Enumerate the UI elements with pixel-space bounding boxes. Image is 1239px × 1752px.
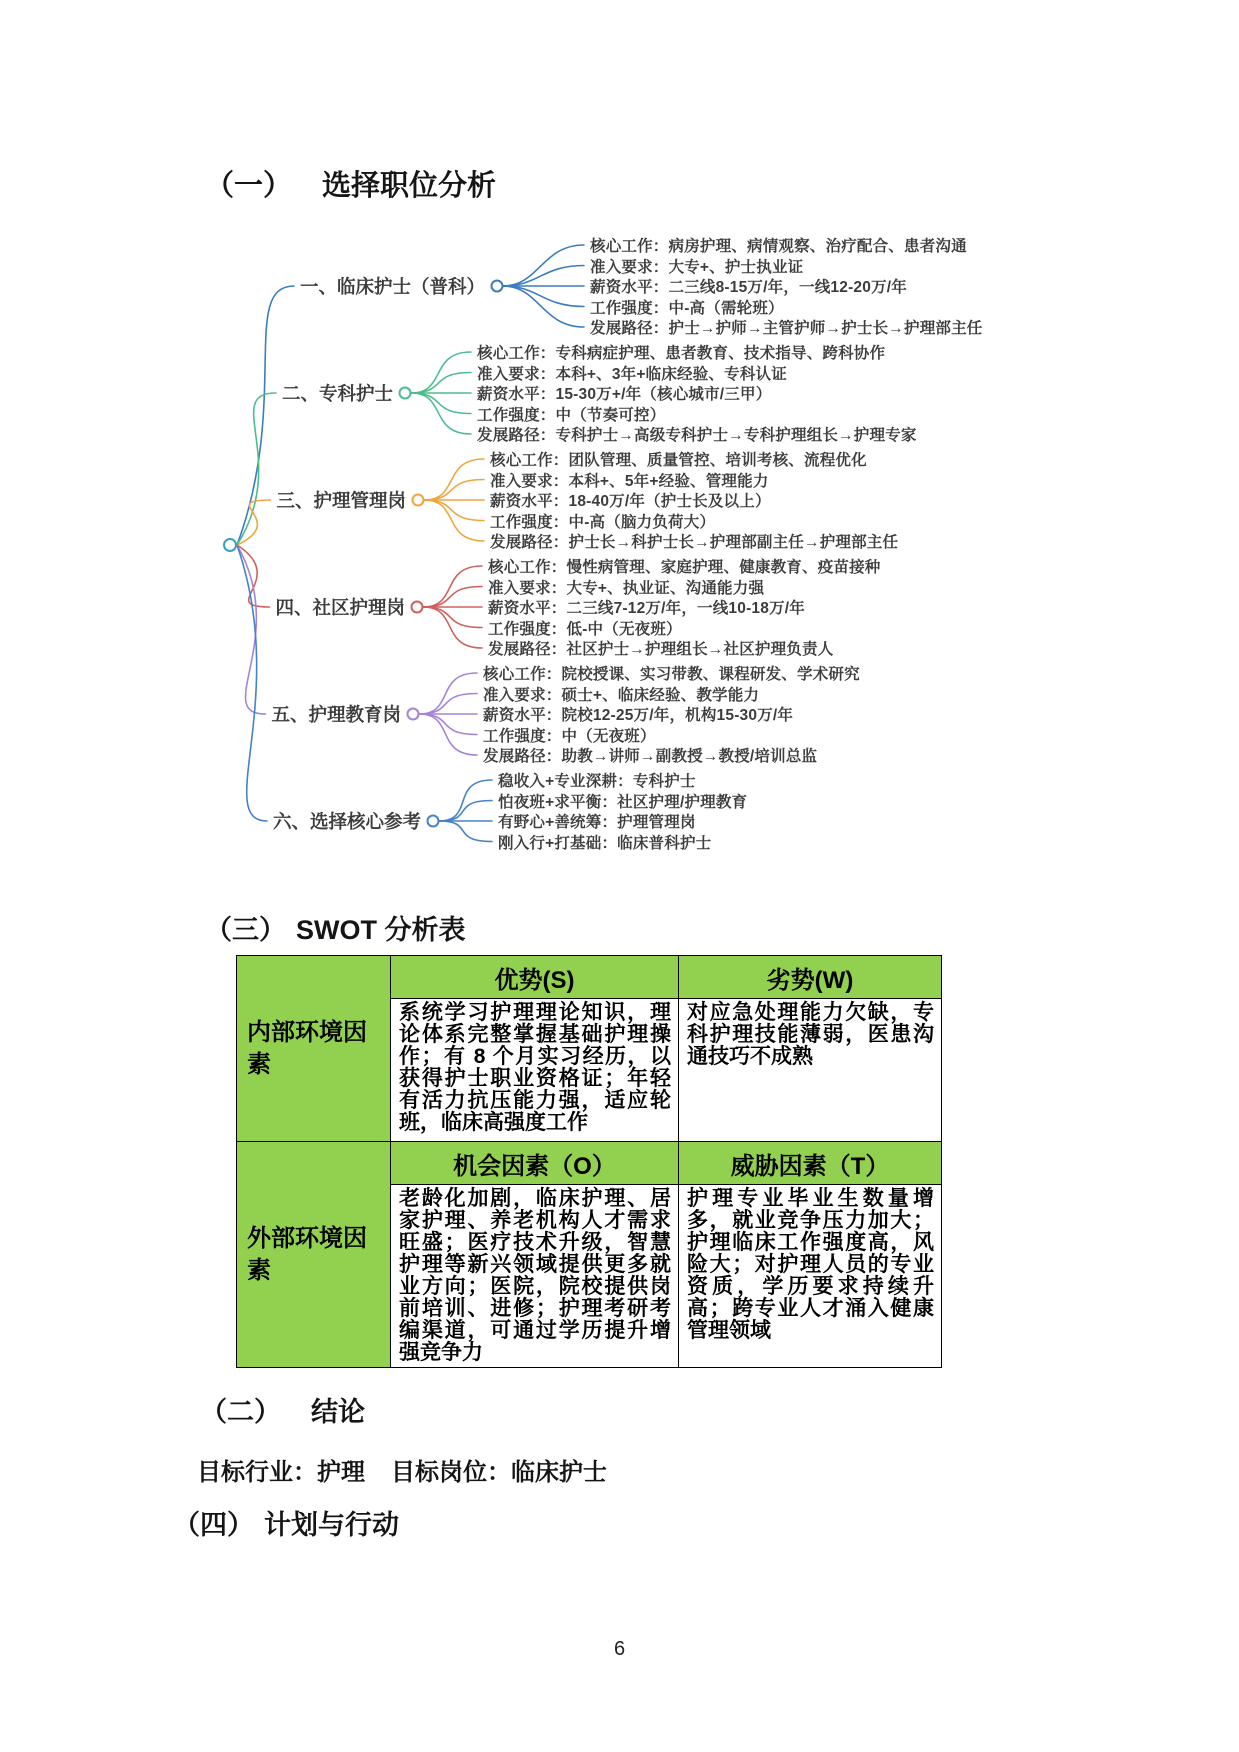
mindmap-curve — [503, 266, 584, 287]
section-heading-3 — [205, 908, 466, 947]
swot-cell-threats: 护理专业毕业生数量增多，就业竞争压力加大；护理临床工作强度高，风险大；对护理人员的专业资质，学历要求持续升高；跨专业人才涌入健康管理领域 — [679, 1185, 942, 1368]
mindmap-leaf-item: 发展路径：助教→讲师→副教授→教授/培训总监 — [483, 748, 818, 765]
page-number: 6 — [613, 1638, 626, 1660]
mindmap-leaf-item: 核心工作：慢性病管理、家庭护理、健康教育、疫苗接种 — [488, 559, 881, 576]
mindmap-branch-node — [413, 495, 424, 506]
mindmap-leaf-item: 准入要求：硕士+、临床经验、教学能力 — [483, 686, 760, 704]
mindmap-branch-label: 三、护理管理岗 — [276, 490, 406, 511]
section-1-title: 选择职位分析 — [322, 170, 497, 202]
mindmap-curve — [419, 714, 477, 735]
mindmap-leaf-item: 准入要求：本科+、3年+临床经验、专科认证 — [477, 365, 787, 383]
section-2-title: 结论 — [311, 1397, 365, 1427]
mindmap-branch-node — [400, 388, 411, 399]
mindmap-leaf-item: 准入要求：本科+、5年+经验、管理能力 — [490, 472, 769, 490]
mindmap-branch-label: 二、专科护士 — [281, 383, 393, 404]
mindmap-leaf-item: 薪资水平：18-40万/年（护士长及以上） — [490, 493, 771, 510]
mindmap-curve — [424, 480, 484, 501]
section-1-label: （一） — [205, 170, 293, 202]
section-4-label: （四） — [173, 1510, 254, 1540]
target-position: 目标岗位：临床护士 — [391, 1459, 607, 1486]
mindmap-leaf-item: 准入要求：大专+、护士执业证 — [590, 258, 804, 276]
section-3-title: SWOT 分析表 — [296, 915, 466, 945]
mindmap-branch-label: 一、临床护士（普科） — [299, 276, 485, 297]
swot-cell-opportunities: 老龄化加剧，临床护理、居家护理、养老机构人才需求旺盛；医疗技术升级，智慧护理等新兴领域提供更多就业方向；医院，院校提供岗前培训、进修；护理考研考编渠道，可通过学历提升增强竞争力 — [391, 1185, 679, 1368]
mindmap-curve — [419, 694, 477, 715]
swot-cell-strengths: 系统学习护理理论知识，理论体系完整掌握基础护理操作；有 8 个月实习经历，以获得护士职业资格证；年轻有活力抗压能力强，适应轮班，临床高强度工作 — [391, 999, 679, 1142]
mindmap-curve — [411, 393, 471, 414]
mindmap-curve — [423, 587, 482, 608]
swot-header-opportunities: 机会因素（O） — [391, 1142, 679, 1185]
mindmap-branch-label: 六、选择核心参考 — [272, 811, 421, 832]
mindmap-leaf-item: 稳收入+专业深耕：专科护士 — [498, 773, 696, 790]
mindmap-leaf-item: 工作强度：低-中（无夜班） — [488, 620, 682, 638]
target-industry: 目标行业：护理 — [197, 1459, 365, 1486]
mindmap-curve — [237, 545, 267, 821]
mindmap-leaf-item: 发展路径：护士长→科护士长→护理部副主任→护理部主任 — [490, 534, 899, 551]
swot-header-weaknesses: 劣势(W) — [679, 956, 942, 999]
swot-header-threats: 威胁因素（T） — [679, 1142, 942, 1185]
swot-table — [236, 955, 942, 1368]
mindmap-branch-label: 四、社区护理岗 — [275, 597, 405, 618]
section-heading-4 — [173, 1503, 399, 1542]
conclusion-line — [197, 1452, 607, 1487]
mindmap-leaf-item: 发展路径：护士→护师→主管护师→护士长→护理部主任 — [590, 320, 983, 337]
mindmap-leaf-item: 刚入行+打基础：临床普科护士 — [498, 834, 712, 852]
section-heading-2 — [200, 1390, 365, 1429]
mindmap-leaf-item: 核心工作：病房护理、病情观察、治疗配合、患者沟通 — [590, 238, 967, 255]
mindmap-branch-node — [408, 709, 419, 720]
mindmap-leaf-item: 工作强度：中-高（脑力负荷大） — [490, 513, 716, 531]
mindmap-leaf-item: 薪资水平：二三线8-15万/年，一线12-20万/年 — [590, 279, 907, 296]
mindmap-leaf-item: 工作强度：中（节奏可控） — [477, 406, 666, 424]
mindmap-leaf-item: 核心工作：团队管理、质量管控、培训考核、流程优化 — [490, 452, 867, 469]
mindmap-leaf-item: 发展路径：社区护士→护理组长→社区护理负责人 — [488, 641, 834, 658]
mindmap-leaf-item: 怕夜班+求平衡：社区护理/护理教育 — [498, 793, 748, 811]
mindmap-leaf-item: 薪资水平：15-30万+/年（核心城市/三甲） — [477, 386, 772, 403]
mindmap-curve — [439, 801, 492, 822]
mindmap-root-node — [224, 539, 236, 551]
mindmap-leaf-item: 核心工作：专科病症护理、患者教育、技术指导、跨科协作 — [477, 345, 886, 362]
mindmap-branch-label: 五、护理教育岗 — [271, 704, 401, 725]
mindmap-leaf-item: 工作强度：中-高（需轮班） — [590, 299, 784, 317]
mindmap-curve — [439, 821, 492, 842]
section-2-label: （二） — [200, 1397, 281, 1427]
mindmap-leaf-item: 有野心+善统筹：护理管理岗 — [498, 814, 696, 831]
mindmap-leaf-item: 核心工作：院校授课、实习带教、课程研发、学术研究 — [483, 666, 860, 683]
swot-header-strengths: 优势(S) — [391, 956, 679, 999]
mindmap-curve — [423, 607, 482, 628]
mindmap-curve — [503, 286, 584, 307]
mindmap-leaf-item: 工作强度：中（无夜班） — [483, 727, 656, 745]
section-3-label: （三） — [205, 915, 286, 945]
mindmap-branch-node — [412, 602, 423, 613]
mindmap-leaf-item: 薪资水平：二三线7-12万/年，一线10-18万/年 — [488, 600, 805, 617]
swot-cell-weaknesses: 对应急处理能力欠缺，专科护理技能薄弱，医患沟通技巧不成熟 — [679, 999, 942, 1142]
mindmap-branch-node — [428, 816, 439, 827]
mindmap-curve — [424, 500, 484, 521]
swot-row-label-external: 外部环境因素 — [237, 1142, 391, 1368]
section-4-title: 计划与行动 — [264, 1510, 399, 1540]
mindmap-branch-node — [492, 281, 503, 292]
mindmap-curve — [411, 373, 471, 394]
mindmap-curve — [237, 545, 266, 714]
mindmap-leaf-item: 发展路径：专科护士→高级专科护士→专科护理组长→护理专家 — [477, 427, 917, 444]
mindmap-leaf-item: 薪资水平：院校12-25万/年，机构15-30万/年 — [483, 707, 794, 724]
swot-row-label-internal: 内部环境因素 — [237, 956, 391, 1142]
mindmap-leaf-item: 准入要求：大专+、执业证、沟通能力强 — [488, 579, 765, 597]
